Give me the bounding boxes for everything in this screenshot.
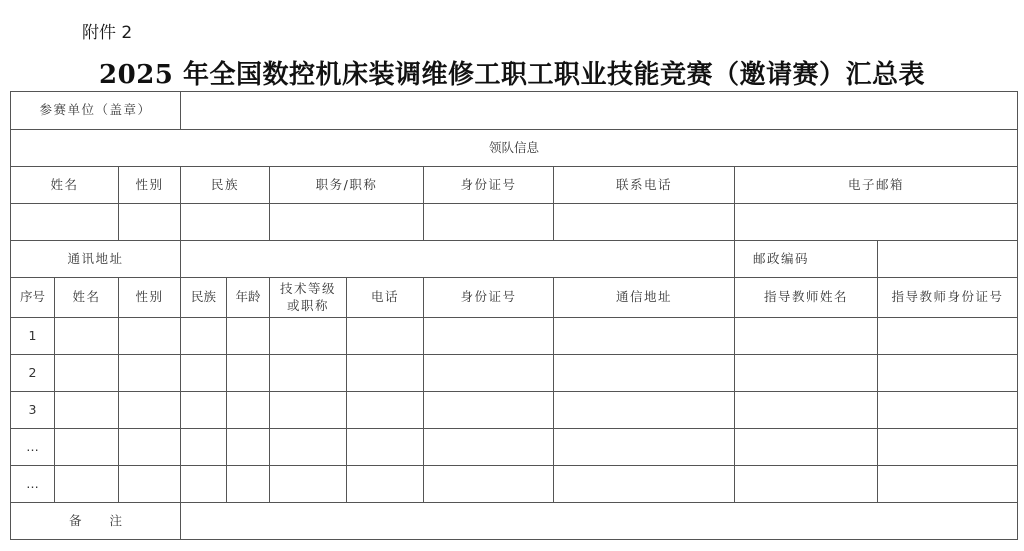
document-title: 2025 年全国数控机床装调维修工职工职业技能竞赛（邀请赛）汇总表 <box>99 60 925 90</box>
remarks-row <box>11 503 1018 540</box>
contestant-header-id-number: 身份证号 <box>424 278 554 318</box>
table-cell[interactable] <box>270 355 347 392</box>
table-cell[interactable] <box>554 392 735 429</box>
contestant-row <box>11 466 1018 503</box>
table-cell[interactable] <box>181 392 227 429</box>
table-cell[interactable] <box>735 429 878 466</box>
summary-form-table <box>10 91 1018 540</box>
row-number: 3 <box>11 392 55 429</box>
table-cell[interactable] <box>424 392 554 429</box>
table-cell[interactable] <box>878 392 1018 429</box>
row-number: … <box>11 466 55 503</box>
address-value-cell[interactable] <box>181 241 735 278</box>
table-cell[interactable] <box>227 318 270 355</box>
row-number: 2 <box>11 355 55 392</box>
table-cell[interactable] <box>878 318 1018 355</box>
table-cell[interactable] <box>119 429 181 466</box>
leader-header-phone: 联系电话 <box>554 167 735 204</box>
contestant-header-index: 序号 <box>11 278 55 318</box>
table-cell[interactable] <box>735 466 878 503</box>
table-cell[interactable] <box>878 466 1018 503</box>
table-cell[interactable] <box>55 466 119 503</box>
contestant-header-row <box>11 278 1018 318</box>
table-cell[interactable] <box>181 318 227 355</box>
table-cell[interactable] <box>554 355 735 392</box>
leader-value-row <box>11 204 1018 241</box>
postcode-label: 邮政编码 <box>735 241 878 278</box>
contestant-row <box>11 429 1018 466</box>
table-cell[interactable] <box>227 392 270 429</box>
table-cell[interactable] <box>735 318 878 355</box>
table-cell[interactable] <box>119 466 181 503</box>
address-row <box>11 241 1018 278</box>
table-cell[interactable] <box>878 429 1018 466</box>
table-cell[interactable] <box>424 318 554 355</box>
table-cell[interactable] <box>347 392 424 429</box>
table-cell[interactable] <box>347 429 424 466</box>
contestant-row <box>11 392 1018 429</box>
leader-ethnicity-cell[interactable] <box>181 204 270 241</box>
table-cell[interactable] <box>878 355 1018 392</box>
leader-header-row <box>11 167 1018 204</box>
leader-phone-cell[interactable] <box>554 204 735 241</box>
table-cell[interactable] <box>181 355 227 392</box>
table-cell[interactable] <box>347 355 424 392</box>
table-cell[interactable] <box>424 429 554 466</box>
contestant-header-age: 年龄 <box>227 278 270 318</box>
contestant-header-ethnicity: 民族 <box>181 278 227 318</box>
leader-id-number-cell[interactable] <box>424 204 554 241</box>
contestant-row <box>11 355 1018 392</box>
contestant-header-gender: 性别 <box>119 278 181 318</box>
contestant-header-phone: 电话 <box>347 278 424 318</box>
leader-section-label: 领队信息 <box>11 130 1018 167</box>
remarks-label: 备注 <box>11 503 181 540</box>
contestant-header-name: 姓名 <box>55 278 119 318</box>
table-cell[interactable] <box>424 466 554 503</box>
address-label: 通讯地址 <box>11 241 181 278</box>
table-cell[interactable] <box>119 355 181 392</box>
leader-header-position: 职务/职称 <box>270 167 424 204</box>
leader-gender-cell[interactable] <box>119 204 181 241</box>
table-cell[interactable] <box>347 318 424 355</box>
org-label: 参赛单位（盖章） <box>11 92 181 130</box>
leader-header-id-number: 身份证号 <box>424 167 554 204</box>
leader-name-cell[interactable] <box>11 204 119 241</box>
table-cell[interactable] <box>119 392 181 429</box>
table-cell[interactable] <box>55 318 119 355</box>
table-cell[interactable] <box>119 318 181 355</box>
leader-position-cell[interactable] <box>270 204 424 241</box>
table-cell[interactable] <box>270 466 347 503</box>
table-cell[interactable] <box>270 392 347 429</box>
leader-section-row <box>11 130 1018 167</box>
row-number: 1 <box>11 318 55 355</box>
table-cell[interactable] <box>347 466 424 503</box>
leader-header-name: 姓名 <box>11 167 119 204</box>
postcode-value-cell[interactable] <box>878 241 1018 278</box>
org-row <box>11 92 1018 130</box>
table-cell[interactable] <box>55 429 119 466</box>
leader-header-gender: 性别 <box>119 167 181 204</box>
table-cell[interactable] <box>424 355 554 392</box>
table-cell[interactable] <box>554 318 735 355</box>
table-cell[interactable] <box>735 392 878 429</box>
attachment-label: 附件 2 <box>82 23 133 43</box>
leader-header-email: 电子邮箱 <box>735 167 1018 204</box>
contestant-row <box>11 318 1018 355</box>
table-cell[interactable] <box>181 466 227 503</box>
contestant-header-teacher-id: 指导教师身份证号 <box>878 278 1018 318</box>
table-cell[interactable] <box>181 429 227 466</box>
table-cell[interactable] <box>55 355 119 392</box>
table-cell[interactable] <box>270 318 347 355</box>
table-cell[interactable] <box>735 355 878 392</box>
contestant-header-address: 通信地址 <box>554 278 735 318</box>
leader-email-cell[interactable] <box>735 204 1018 241</box>
table-cell[interactable] <box>227 429 270 466</box>
org-value-cell[interactable] <box>181 92 1018 130</box>
row-number: … <box>11 429 55 466</box>
leader-header-ethnicity: 民族 <box>181 167 270 204</box>
remarks-value-cell[interactable] <box>181 503 1018 540</box>
table-cell[interactable] <box>55 392 119 429</box>
contestant-header-teacher-name: 指导教师姓名 <box>735 278 878 318</box>
table-cell[interactable] <box>227 466 270 503</box>
contestant-header-skill-level: 技术等级 或职称 <box>270 278 347 318</box>
table-cell[interactable] <box>554 429 735 466</box>
table-cell[interactable] <box>554 466 735 503</box>
table-cell[interactable] <box>227 355 270 392</box>
table-cell[interactable] <box>270 429 347 466</box>
